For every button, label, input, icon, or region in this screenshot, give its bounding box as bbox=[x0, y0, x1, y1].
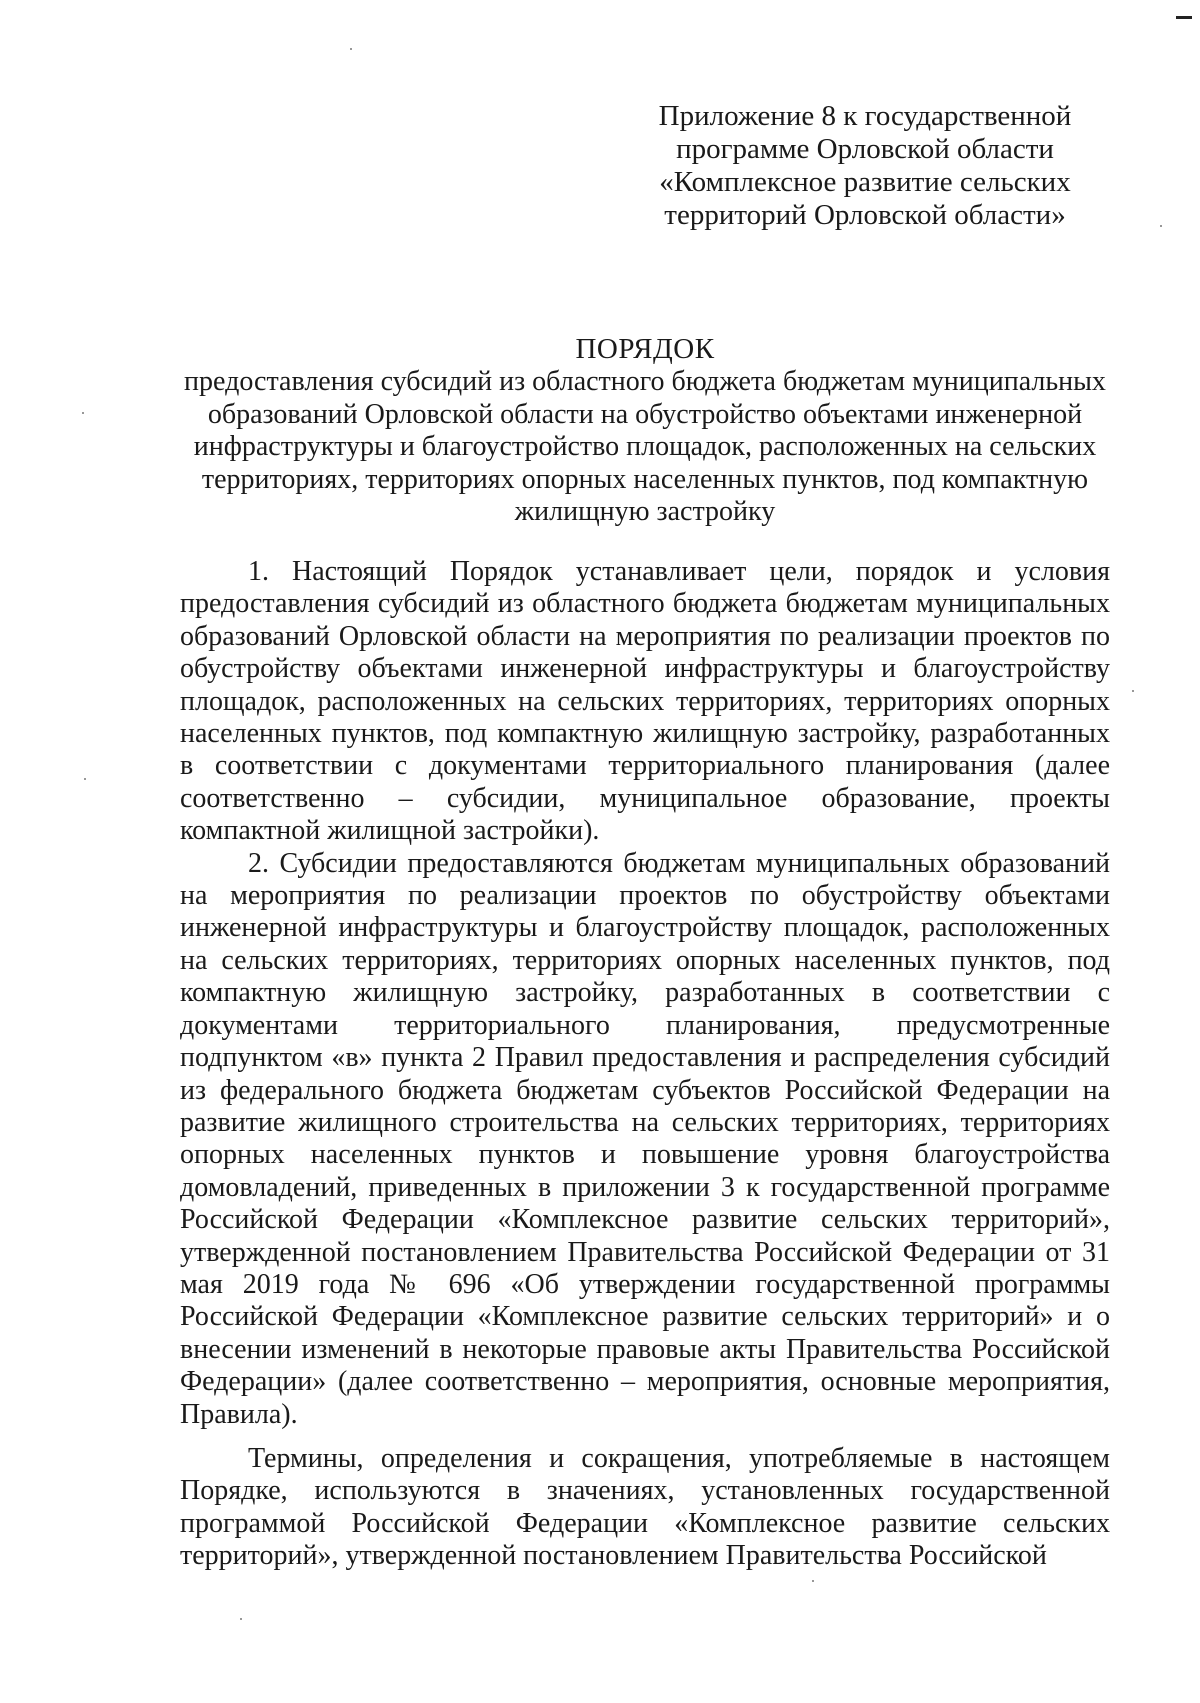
document-body bbox=[180, 556, 1110, 1573]
appendix-line: Приложение 8 к государственной bbox=[658, 100, 1072, 132]
scan-speck bbox=[240, 1618, 242, 1620]
scan-speck bbox=[84, 778, 86, 780]
paragraph-2: 2. Субсидии предоставляются бюджетам муниципальных образований на мероприятия по реализации проектов по обустройству объектами инженерной инфраструктуры и благоустройству площадок, расположенных на сельских территориях, территориях опорных населенных пунктов, под компактную жилищную застройку, разработанных в соответствии с документами территориального планирования, предусмотренные подпунктом «в» пункта 2 Правил предоставления и распределения субсидий из федерального бюджета бюджетам субъектов Российской Федерации на развитие жилищного строительства на сельских территориях, территориях опорных населенных пунктов и повышение уровня благоустройства домовладений, приведенных в приложении 3 к государственной программе Российской Федерации «Комплексное развитие сельских территорий», утвержденной постановлением Правительства Российской Федерации от 31 мая 2019 года № 696 «Об утверждении государственной программы Российской Федерации «Комплексное развитие сельских территорий» и о внесении изменений в некоторые правовые акты Правительства Российской Федерации» (далее соответственно – мероприятия, основные мероприятия, Правила). bbox=[180, 847, 1110, 1430]
paragraph-1: 1. Настоящий Порядок устанавливает цели, порядок и условия предоставления субсидий из областного бюджета бюджетам муниципальных образований Орловской области на мероприятия по реализации проектов по обустройству объектами инженерной инфраструктуры и благоустройству площадок, расположенных на сельских территориях, территориях опорных населенных пунктов, под компактную жилищную застройку, разработанных в соответствии с документами территориального планирования (далее соответственно – субсидии, муниципальное образование, проекты компактной жилищной застройки). bbox=[180, 556, 1110, 847]
appendix-line: программе Орловской области bbox=[676, 133, 1054, 165]
paragraph-3: Термины, определения и сокращения, употребляемые в настоящем Порядке, используются в значениях, установленных государственной программой Российской Федерации «Комплексное развитие сельских территорий», утвержденной постановлением Правительства Российской bbox=[180, 1442, 1110, 1572]
scan-speck bbox=[1132, 690, 1134, 692]
scan-speck bbox=[82, 412, 84, 414]
scan-speck bbox=[812, 1580, 814, 1582]
scan-speck bbox=[1160, 225, 1162, 227]
document-subtitle: предоставления субсидий из областного бюджета бюджетам муниципальных образований Орловской области на обустройство объектами инженерной инфраструктуры и благоустройство площадок, расположенных на сельских территориях, территориях опорных населенных пунктов, под компактную жилищную застройку bbox=[184, 366, 1106, 528]
scan-speck bbox=[350, 48, 352, 50]
document-title: ПОРЯДОК bbox=[575, 333, 715, 365]
scan-mark bbox=[1176, 16, 1192, 19]
appendix-note bbox=[640, 100, 1090, 232]
appendix-line: «Комплексное развитие сельских bbox=[659, 166, 1071, 198]
appendix-line: территорий Орловской области» bbox=[664, 199, 1066, 231]
